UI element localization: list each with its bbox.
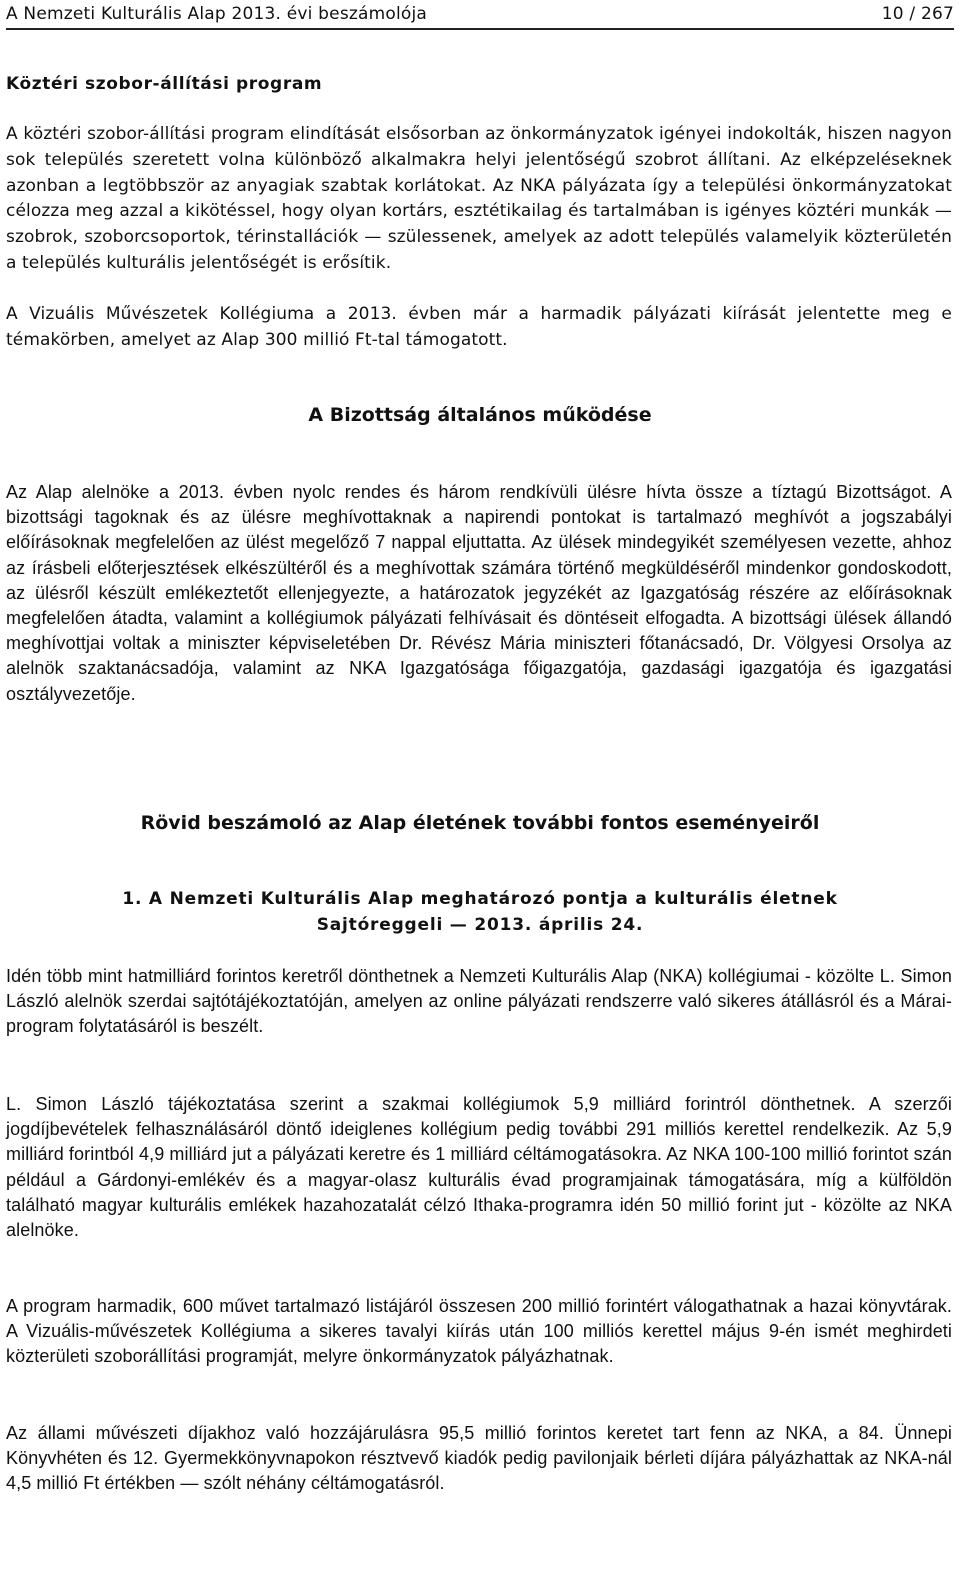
paragraph-celtamogatasok: Az állami művészeti díjakhoz való hozzájárulásra 95,5 millió forintos keretet tart fenn az NKA, a 84. Ünnepi Könyvhéten és 12. Gyermekkönyvnapokon résztvevő kiadók pedig pavilonjaik bérleti díjára pályázhattak az NKA-nál 4,5 millió Ft értékben — szólt néhány céltámogatásról. bbox=[6, 1423, 952, 1494]
paragraph-bizottsag-mukodes: Az Alap alelnöke a 2013. évben nyolc rendes és három rendkívüli ülésre hívta össze a tíztagú Bizottságot. A bizottsági tagoknak és az ülésre meghívottaknak a napirendi pontokat is tartalmazó meghívót a jogszabályi előírásoknak megfelelően az ülést megelőző 7 nappal eljuttatta. Az ülések mindegyikét személyesen vezette, ahhoz az írásbeli előterjesztések elkészültéről és a meghívottak számára történő megküldéséről mindenkor gondoskodott, az ülésről készült emlékeztetőt ellenjegyezte, a határozatok jegyzékét az Igazgatóság részére az előírásoknak megfelelően átadta, valamint a kollégiumok pályázati felhívásait és döntéseit elfogadta. A bizottsági ülések állandó meghívottjai voltak a miniszter képviseletében Dr. Révész Mária miniszteri főtanácsadó, Dr. Völgyesi Orsolya az alelnök szaktanácsadója, valamint az NKA Igazgatósága főigazgatója, gazdasági igazgatója és igazgatási osztályvezetője. bbox=[6, 482, 952, 704]
paragraph-vizualis-kollegium: A Vizuális Művészetek Kollégiuma a 2013. évben már a harmadik pályázati kiírását jelentette meg e témakörben, amelyet az Alap 300 millió Ft-tal támogatott. bbox=[6, 304, 952, 350]
section-title-esemenyek: Rövid beszámoló az Alap életének további fontos eseményeiről bbox=[140, 812, 820, 834]
subsection-title-line1: 1. A Nemzeti Kulturális Alap meghatározó pontja a kulturális életnek bbox=[122, 889, 838, 909]
page-header bbox=[6, 0, 954, 30]
section-title-bizottsag: A Bizottság általános működése bbox=[308, 404, 652, 426]
section-title-szobor: Köztéri szobor-állítási program bbox=[6, 74, 323, 94]
header-title: A Nemzeti Kulturális Alap 2013. évi beszámolója bbox=[6, 4, 428, 24]
paragraph-marai-program: A program harmadik, 600 művet tartalmazó listájáról összesen 200 millió forintért válogathatnak a hazai könyvtárak. A Vizuális-művészetek Kollégiuma a sikeres tavalyi kiírás után 100 milliós kerettel május 9-én ismét meghirdeti közterületi szoborállítási programját, melyre önkormányzatok pályázhatnak. bbox=[6, 1296, 952, 1367]
paragraph-szobor-program: A köztéri szobor-állítási program elindítását elsősorban az önkormányzatok igényei indokolták, hiszen nagyon sok település szeretett volna különböző alkalmakra helyi jelentőségű szobrot állítani. Az elképzeléseknek azonban a legtöbbször az anyagiak szabtak korlátokat. Az NKA pályázata így a települési önkormányzatokat célozza meg azzal a kikötéssel, hogy olyan kortárs, esztétikailag és tartalmában is igényes köztéri munkák — szobrok, szoborcsoportok, térinstallációk — szülessenek, amelyek az adott település valamelyik közterületén a település kulturális jelentőségét is erősítik. bbox=[6, 124, 952, 273]
page-number: 10 / 267 bbox=[881, 4, 954, 24]
paragraph-kollegiumi-keretek: L. Simon László tájékoztatása szerint a szakmai kollégiumok 5,9 milliárd forintról dönthetnek. A szerzői jogdíjbevételek felhasználásáról döntő ideiglenes kollégium pedig további 291 milliós kerettel rendelkezik. Az 5,9 milliárd forintból 4,9 milliárd jut a pályázati keretre és 1 milliárd céltámogatásokra. Az NKA 100-100 millió forintot szán például a Gárdonyi-emlékév és a magyar-olasz kulturális évad programjainak támogatására, míg a külföldön található magyar kulturális emlékek hazahozatalát célzó Ithaka-programra idén 50 millió forint jut - közölte az NKA alelnöke. bbox=[6, 1094, 952, 1241]
paragraph-sajtoreggeli-intro: Idén több mint hatmilliárd forintos keretről dönthetnek a Nemzeti Kulturális Alap (NKA) kollégiumai - közölte L. Simon László alelnök szerdai sajtótájékoztatóján, amelyen az online pályázati rendszerre való sikeres átállásról és a Márai-program folytatásáról is beszélt. bbox=[6, 966, 952, 1037]
subsection-title bbox=[0, 886, 960, 938]
subsection-title-line2: Sajtóreggeli — 2013. április 24. bbox=[316, 915, 644, 935]
